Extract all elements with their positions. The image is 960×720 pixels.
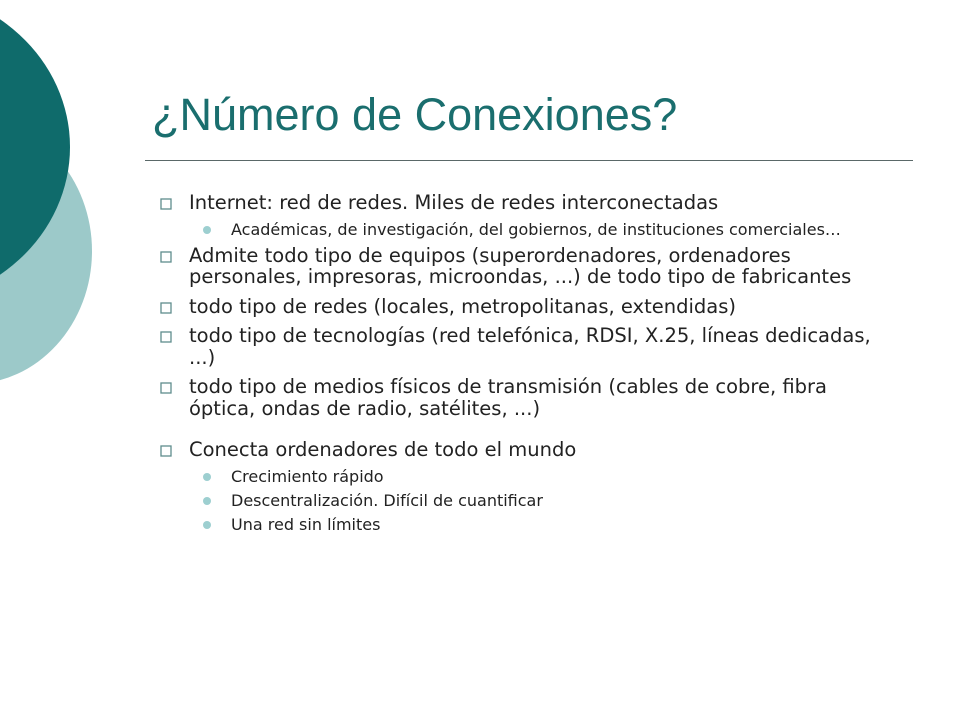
bullet-item [158,325,898,368]
bullet-text: todo tipo de redes (locales, metropolitanas, extendidas) [189,294,736,318]
bullet-item [158,376,898,419]
bullet-text: todo tipo de medios físicos de transmisión (cables de cobre, fibra óptica, ondas de radio, satélites, ...) [189,375,827,420]
bullet-item [158,192,898,214]
bullet-item [158,245,898,288]
sub-bullet-item [158,221,898,238]
sub-bullet-item [158,516,898,533]
sub-bullet-item [158,492,898,509]
open-square-bullet-icon [160,382,172,394]
bullet-text: Admite todo tipo de equipos (superordenadores, ordenadores personales, impresoras, microondas, ...) de todo tipo de fabricantes [189,243,852,288]
filled-circle-bullet-icon [203,473,211,481]
bullet-list [158,192,898,540]
open-square-bullet-icon [160,445,172,457]
bullet-text: Internet: red de redes. Miles de redes interconectadas [189,191,719,214]
open-square-bullet-icon [160,198,172,210]
filled-circle-bullet-icon [203,497,211,505]
sub-bullet-text: Una red sin límites [231,514,381,534]
sub-bullet-text: Descentralización. Difícil de cuantificar [231,490,543,510]
sub-bullet-item [158,468,898,485]
sub-bullet-text: Académicas, de investigación, del gobiernos, de instituciones comerciales… [231,219,841,239]
open-square-bullet-icon [160,302,172,314]
slide-title: ¿Número de Conexiones? [152,89,678,140]
bullet-item [158,296,898,318]
filled-circle-bullet-icon [203,226,211,234]
bullet-text: Conecta ordenadores de todo el mundo [189,438,577,461]
open-square-bullet-icon [160,251,172,263]
sub-bullet-text: Crecimiento rápido [231,466,384,486]
title-divider [145,160,913,161]
filled-circle-bullet-icon [203,521,211,529]
bullet-item [158,439,898,461]
bullet-text: todo tipo de tecnologías (red telefónica, RDSI, X.25, líneas dedicadas, ...) [189,324,871,369]
open-square-bullet-icon [160,331,172,343]
